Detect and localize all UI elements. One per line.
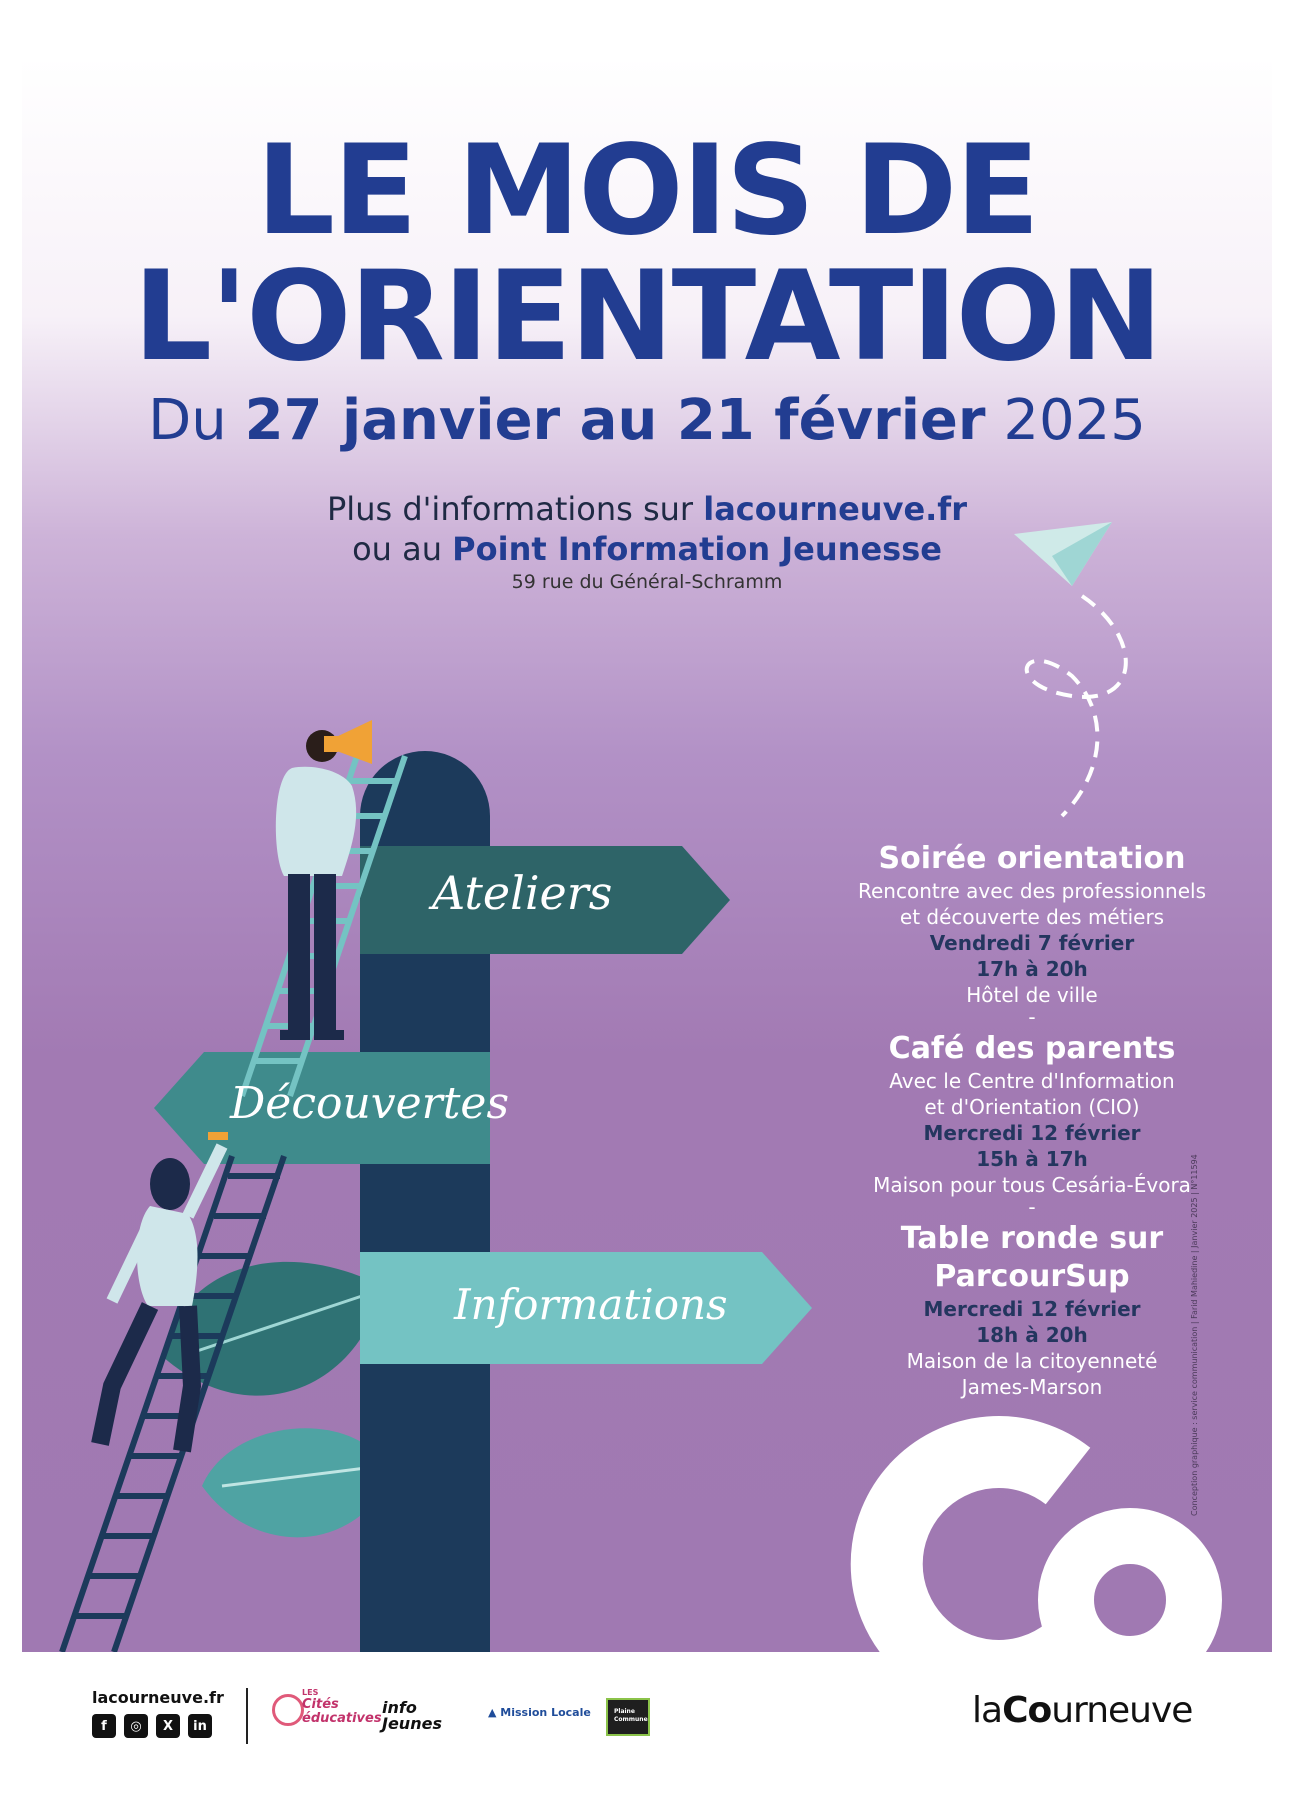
event-separator: - bbox=[1028, 1005, 1036, 1029]
info-text-2: ou au bbox=[352, 530, 453, 568]
event-separator: - bbox=[1028, 1195, 1036, 1219]
co-logo-graphic bbox=[887, 1452, 1194, 1652]
event-soiree bbox=[812, 840, 1252, 1008]
cites-small-text: LES bbox=[302, 1688, 319, 1697]
event-date: Vendredi 7 février bbox=[929, 931, 1135, 955]
event-title: Café des parents bbox=[888, 1031, 1176, 1066]
title-line-1: LE MOIS DE bbox=[256, 119, 1038, 263]
event-date: Mercredi 12 février bbox=[923, 1121, 1141, 1145]
event-desc: et découverte des métiers bbox=[899, 905, 1165, 929]
cites-text: Cités éducatives bbox=[302, 1697, 382, 1726]
instagram-icon[interactable]: ◎ bbox=[124, 1714, 148, 1738]
brand-la: la bbox=[972, 1690, 1003, 1731]
footer-website[interactable]: lacourneuve.fr bbox=[92, 1688, 224, 1707]
event-place: Maison pour tous Cesária-Évora bbox=[873, 1173, 1191, 1197]
event-table-ronde bbox=[812, 1220, 1252, 1400]
date-prefix: Du bbox=[148, 388, 227, 453]
sign-label-informations: Informations bbox=[454, 1280, 728, 1329]
footer-divider bbox=[246, 1688, 248, 1744]
event-cafe bbox=[812, 1030, 1252, 1198]
plaine-commune-text: Plaine Commune bbox=[614, 1708, 648, 1723]
poster bbox=[22, 56, 1272, 1652]
design-credit: Conception graphique : service communication | Farid Mahiedine | Janvier 2025 | N°11594 bbox=[1190, 1154, 1199, 1516]
brand-rest: urneuve bbox=[1051, 1690, 1193, 1731]
website-link[interactable]: lacourneuve.fr bbox=[703, 490, 967, 528]
event-time: 15h à 17h bbox=[976, 1147, 1088, 1171]
event-place: James-Marson bbox=[961, 1375, 1103, 1399]
address: 59 rue du Général-Schramm bbox=[511, 571, 783, 593]
event-title: Soirée orientation bbox=[878, 841, 1186, 876]
x-icon[interactable]: X bbox=[156, 1714, 180, 1738]
event-desc: et d'Orientation (CIO) bbox=[924, 1095, 1140, 1119]
facebook-icon[interactable]: f bbox=[92, 1714, 116, 1738]
sign-label-decouvertes: Découvertes bbox=[230, 1078, 510, 1129]
date-year: 2025 bbox=[1003, 388, 1146, 453]
event-desc: Avec le Centre d'Information bbox=[889, 1069, 1175, 1093]
plaine-commune-logo bbox=[606, 1698, 650, 1736]
paper-plane bbox=[1014, 522, 1126, 816]
event-place: Maison de la citoyenneté bbox=[906, 1349, 1158, 1373]
event-time: 18h à 20h bbox=[976, 1323, 1088, 1347]
title-line-2: L'ORIENTATION bbox=[133, 245, 1161, 389]
pij-link: Point Information Jeunesse bbox=[452, 530, 942, 568]
date-main: 27 janvier au 21 février bbox=[244, 388, 986, 453]
man-figure bbox=[276, 720, 372, 1040]
brand-co: Co bbox=[1002, 1690, 1052, 1731]
event-date: Mercredi 12 février bbox=[923, 1297, 1141, 1321]
events-list bbox=[812, 836, 1252, 1400]
event-desc: Rencontre avec des professionnels bbox=[857, 879, 1207, 903]
event-place: Hôtel de ville bbox=[966, 983, 1098, 1007]
la-courneuve-brand bbox=[972, 1690, 1192, 1731]
sign-label-ateliers: Ateliers bbox=[432, 866, 613, 920]
event-title: ParcourSup bbox=[934, 1259, 1130, 1294]
mission-locale-logo: ▲ Mission Locale bbox=[488, 1706, 591, 1719]
mission-locale-text: Mission Locale bbox=[500, 1706, 591, 1719]
info-text-1: Plus d'informations sur bbox=[327, 490, 704, 528]
event-title: Table ronde sur bbox=[900, 1221, 1164, 1256]
cites-educatives-logo bbox=[272, 1688, 382, 1736]
event-time: 17h à 20h bbox=[976, 957, 1088, 981]
info-jeunes-logo: info Jeunes bbox=[382, 1698, 442, 1733]
social-icons bbox=[92, 1714, 212, 1738]
linkedin-icon[interactable]: in bbox=[188, 1714, 212, 1738]
